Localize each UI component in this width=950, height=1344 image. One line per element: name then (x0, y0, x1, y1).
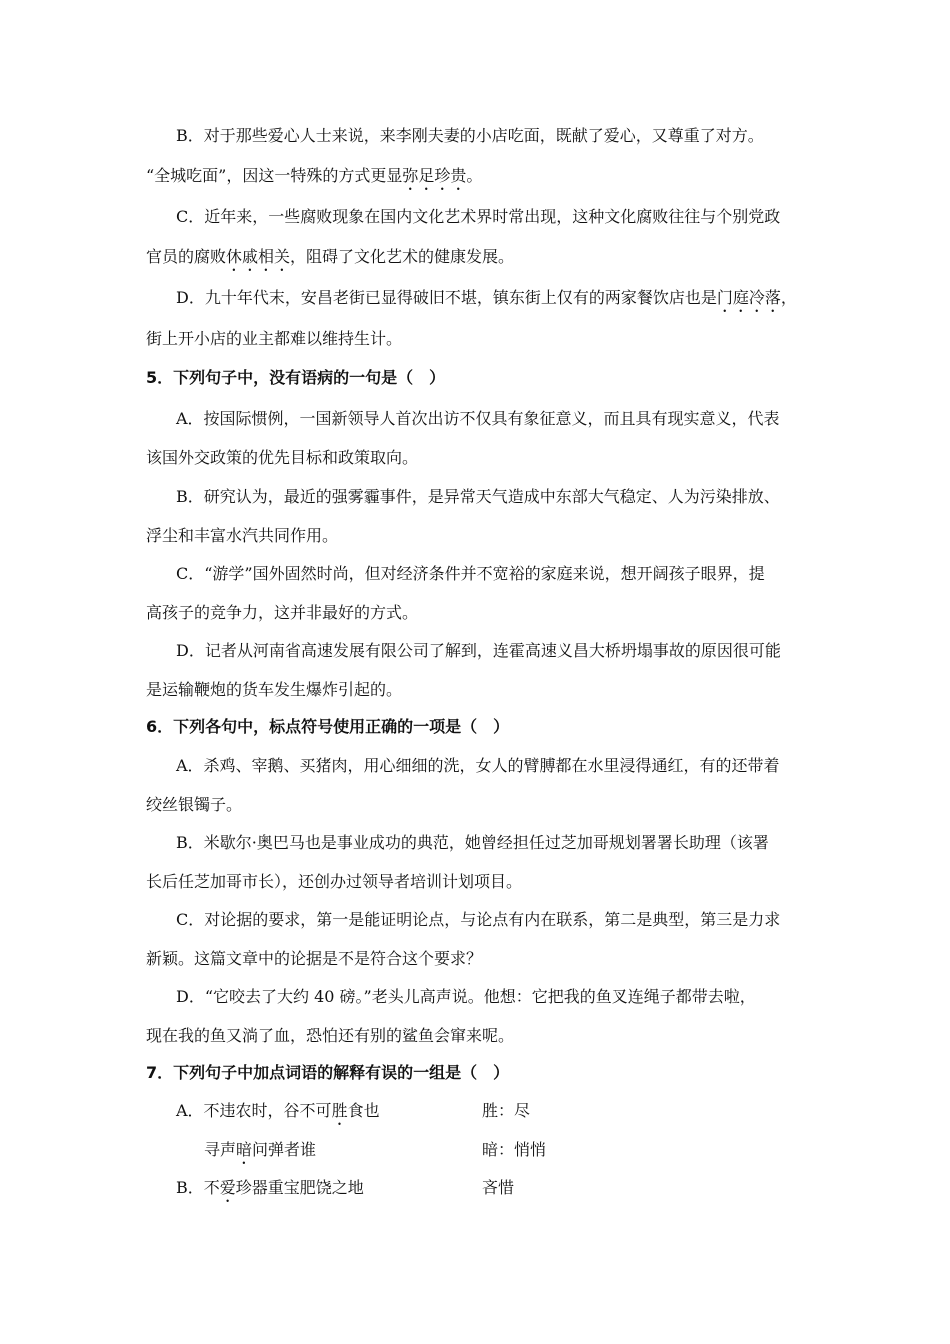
q5-option-b-line2: 浮尘和丰富水汽共同作用。 (146, 526, 339, 545)
q7-title: 7．下列句子中加点词语的解释有误的一组是（ ） (146, 1063, 510, 1082)
q5-option-c-line2: 高孩子的竞争力，这并非最好的方式。 (146, 603, 419, 622)
q7-a-sentence-1 (176, 1101, 380, 1129)
q4-d-text: D．九十年代末，安昌老街已显得破旧不堪，镇东街上仅有的两家餐饮店也是 (176, 288, 717, 307)
q4-b-text: “全城吃面”，因这一特殊的方式更显 (146, 166, 403, 185)
q5-option-b-line1: B．研究认为，最近的强雾霾事件，是异常天气造成中东部大气稳定、人为污染排放、 (176, 487, 780, 506)
q7-a2-text-end: 问弹者谁 (252, 1140, 317, 1159)
q7-a1-explanation: 胜：尽 (482, 1101, 531, 1120)
q6-option-b-line1: B．米歇尔·奥巴马也是事业成功的典范，她曾经担任过芝加哥规划署署长助理（该署 (176, 833, 769, 852)
q6-option-c-line1: C．对论据的要求，第一是能证明论点，与论点有内在联系，第二是典型，第三是力求 (176, 910, 781, 929)
q7-a2-dotted-char: 暗 (236, 1140, 253, 1159)
q7-a1-dotted-char: 胜 (331, 1101, 348, 1120)
q4-d-dotted-term: 门庭冷落 (716, 288, 781, 307)
q4-d-text-end: ， (780, 288, 797, 307)
q6-option-a-line1: A．杀鸡、宰鹅、买猪肉，用心细细的洗，女人的臂膊都在水里浸得通红，有的还带着 (176, 756, 780, 775)
q7-b1-text: B．不 (176, 1178, 220, 1197)
q4-option-d-line1 (176, 288, 797, 316)
q6-title: 6．下列各句中，标点符号使用正确的一项是（ ） (146, 717, 510, 736)
q7-b1-explanation: 吝惜 (482, 1178, 515, 1197)
q5-option-d-line2: 是运输鞭炮的货车发生爆炸引起的。 (146, 680, 403, 699)
q6-option-d-line2: 现在我的鱼又淌了血，恐怕还有别的鲨鱼会窜来呢。 (146, 1026, 515, 1045)
q5-option-d-line1: D．记者从河南省高速发展有限公司了解到，连霍高速义昌大桥坍塌事故的原因很可能 (176, 641, 781, 660)
q4-c-text-end: ，阻碍了文化艺术的健康发展。 (290, 247, 515, 266)
q4-option-b-line2 (146, 166, 482, 194)
q4-c-dotted-term: 休戚相关 (226, 247, 291, 266)
q7-b1-dotted-char: 爱 (219, 1178, 236, 1197)
q4-option-c-line2 (146, 247, 514, 275)
q7-b1-text-end: 珍器重宝肥饶之地 (235, 1178, 364, 1197)
q7-a2-text: 寻声 (204, 1140, 237, 1159)
q6-option-c-line2: 新颖。这篇文章中的论据是不是符合这个要求？ (146, 949, 483, 968)
q4-option-c-line1: C．近年来，一些腐败现象在国内文化艺术界时常出现，这种文化腐败往往与个别党政 (176, 207, 781, 226)
q7-b-sentence-1 (176, 1178, 364, 1206)
q5-option-c-line1: C．“游学”国外固然时尚，但对经济条件并不宽裕的家庭来说，想开阔孩子眼界，提 (176, 564, 765, 583)
q4-b-text-end: 。 (466, 166, 483, 185)
q6-option-a-line2: 绞丝银镯子。 (146, 795, 243, 814)
q7-a-sentence-2 (204, 1140, 316, 1168)
q5-option-a-line2: 该国外交政策的优先目标和政策取向。 (146, 448, 419, 467)
q4-c-text: 官员的腐败 (146, 247, 227, 266)
q6-option-b-line2: 长后任芝加哥市长），还创办过领导者培训计划项目。 (146, 872, 523, 891)
q7-a2-explanation: 暗：悄悄 (482, 1140, 547, 1159)
q5-title: 5．下列句子中，没有语病的一句是（ ） (146, 368, 446, 387)
q7-a1-text-end: 食也 (347, 1101, 380, 1120)
q4-option-d-line2: 街上开小店的业主都难以维持生计。 (146, 329, 403, 348)
q6-option-d-line1: D．“它咬去了大约 40 磅。”老头儿高声说。他想：它把我的鱼叉连绳子都带去啦， (176, 987, 756, 1006)
q4-option-b-line1: B．对于那些爱心人士来说，来李刚夫妻的小店吃面，既献了爱心，又尊重了对方。 (176, 126, 764, 145)
q5-option-a-line1: A．按国际惯例，一国新领导人首次出访不仅具有象征意义，而且具有现实意义，代表 (176, 409, 780, 428)
q7-a1-text: A．不违农时，谷不可 (176, 1101, 332, 1120)
q4-b-dotted-term: 弥足珍贵 (402, 166, 467, 185)
